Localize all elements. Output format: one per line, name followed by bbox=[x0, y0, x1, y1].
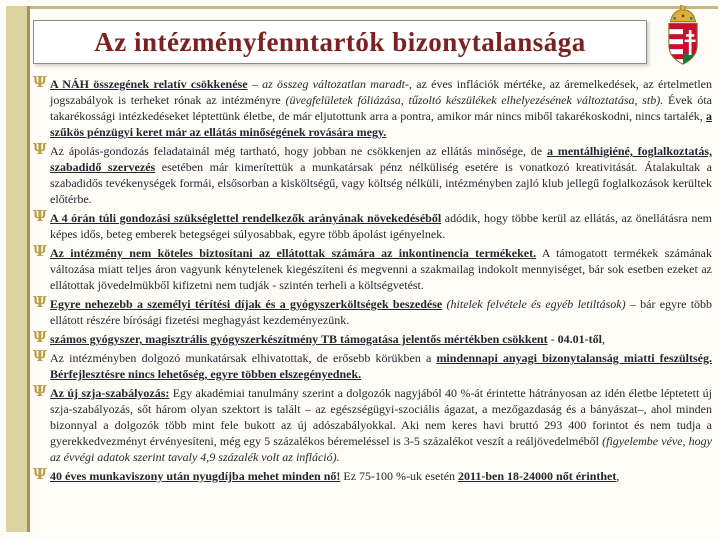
bullet-text: Az intézmény nem köteles biztosítani az ellátottak számára az inkontinencia termékeket. A támogatott termékek számának változása miatt teljes áron vagyunk kénytelenek kiegészíteni és megvenni a szakmailag indokolt mennyiséget, bár sok esetben ezeket az ellátottak jövedelmükből kifizetni nem tudják - szintén terheli a költségvetést. bbox=[50, 246, 712, 292]
bullet-item bbox=[33, 382, 713, 465]
bullet-text: A 4 órán túli gondozási szükséglettel rendelkezők arányának növekedéséből adódik, hogy többe kerül az ellátás, az önellátásra nem képes idős, beteg emberek betegségei súlyosabbak, egyre több ápolást igényelnek. bbox=[50, 211, 712, 241]
bullet-psi-icon: Ψ bbox=[33, 73, 47, 91]
top-border-band bbox=[6, 6, 718, 9]
hungarian-coat-of-arms-icon bbox=[658, 2, 708, 68]
bullet-psi-icon: Ψ bbox=[33, 328, 47, 346]
bullet-item bbox=[33, 73, 713, 140]
bullet-psi-icon: Ψ bbox=[33, 140, 47, 158]
slide-title: Az intézményfenntartók bizonytalansága bbox=[94, 26, 586, 57]
bullet-text: Az ápolás-gondozás feladatainál még tartható, hogy jobban ne csökkenjen az ellátás minősége, de a mentálhigiéné, foglalkoztatás, szabadidő szervezés esetében már kimerítettük a munkatársak pénz nélküliség esetére is vonatkozó kreativitását. Átalakultak a szabadidős tevékenységek formái, elsősorban a kisköltségű, vagy költség nélküli, intézményben zajló klub jellegű foglalkozások kerültek előtérbe. bbox=[50, 144, 713, 206]
bullet-text: 40 éves munkaviszony után nyugdíjba mehet minden nő! Ez 75-100 %-uk esetén 2011-ben 18-24000 nőt érinthet, bbox=[50, 469, 620, 483]
bullet-psi-icon: Ψ bbox=[33, 465, 47, 483]
bullet-item bbox=[33, 242, 712, 293]
bullet-text: Az új szja-szabályozás: Egy akadémiai tanulmány szerint a dolgozók nagyjából 40 %-át érintette hátrányosan az idén életbe léptetett új szja-szabályozás, sőt három olyan szektort is talált – az egészségügyi-szociális ágazat, a mezőgazdaság és a bányászat–, ahol minden bizonnyal a dolgozók több mint fele bukott az új adószabályokkal. Aki nem keres havi bruttó 293 400 forintot és nem tudja a gyerekkedvezményt érvényesíteni, még egy 5 százalékos béremeléssel is 3-5 százalékot veszít a reáljövedelméből (figyelembe véve, hogy az évvégi adatok szerint tavaly 4,9 százalék volt az infláció). bbox=[50, 386, 713, 464]
bullet-item bbox=[33, 328, 712, 347]
bullet-psi-icon: Ψ bbox=[33, 242, 47, 260]
bullet-psi-icon: Ψ bbox=[33, 382, 47, 400]
title-box bbox=[33, 20, 647, 64]
bullet-text: Az intézményben dolgozó munkatársak elhivatottak, de erősebb körükben a mindennapi anyagi bizonytalanság miatti feszültség. Bérfejlesztésre nincs lehetőség, egyre többen elszegényednek. bbox=[50, 351, 712, 381]
bullet-item bbox=[33, 293, 713, 328]
left-border-band bbox=[6, 6, 30, 532]
bullet-list bbox=[33, 73, 713, 487]
bullet-item bbox=[33, 207, 712, 242]
bullet-psi-icon: Ψ bbox=[33, 347, 47, 365]
bullet-item bbox=[33, 140, 713, 207]
bullet-text: számos gyógyszer, magisztrális gyógyszerkészítmény TB támogatása jelentős mértékben csökkent - 04.01-től, bbox=[50, 332, 605, 346]
bullet-psi-icon: Ψ bbox=[33, 207, 47, 225]
bullet-item bbox=[33, 347, 712, 382]
bullet-text: Egyre nehezebb a személyi térítési díjak és a gyógyszerköltségek beszedése (hitelek felvétele és egyéb letiltások) – bár egyre több ellátott részére bírósági fizetési meghagyást kezdeményezünk. bbox=[50, 297, 713, 327]
bullet-item bbox=[33, 465, 712, 484]
bullet-psi-icon: Ψ bbox=[33, 293, 47, 311]
bullet-text: A NÁH összegének relatív csökkenése – az összeg változatlan maradt-, az éves inflációk mértéke, az áremelkedések, az értelmetlen jogszabályok is terheket rónak az intézményre (üvegfelületek fóliázása, tűzoltó készülékek elhelyezésének változtatása, stb). Évek óta takarékossági intézkedéseket léptettünk életbe, de már eljutottunk arra a pontra, amikor már nincs miből takarékoskodni, nincs tartalék, a szűkös pénzügyi keret már az ellátás minőségének rovására megy. bbox=[50, 77, 713, 139]
